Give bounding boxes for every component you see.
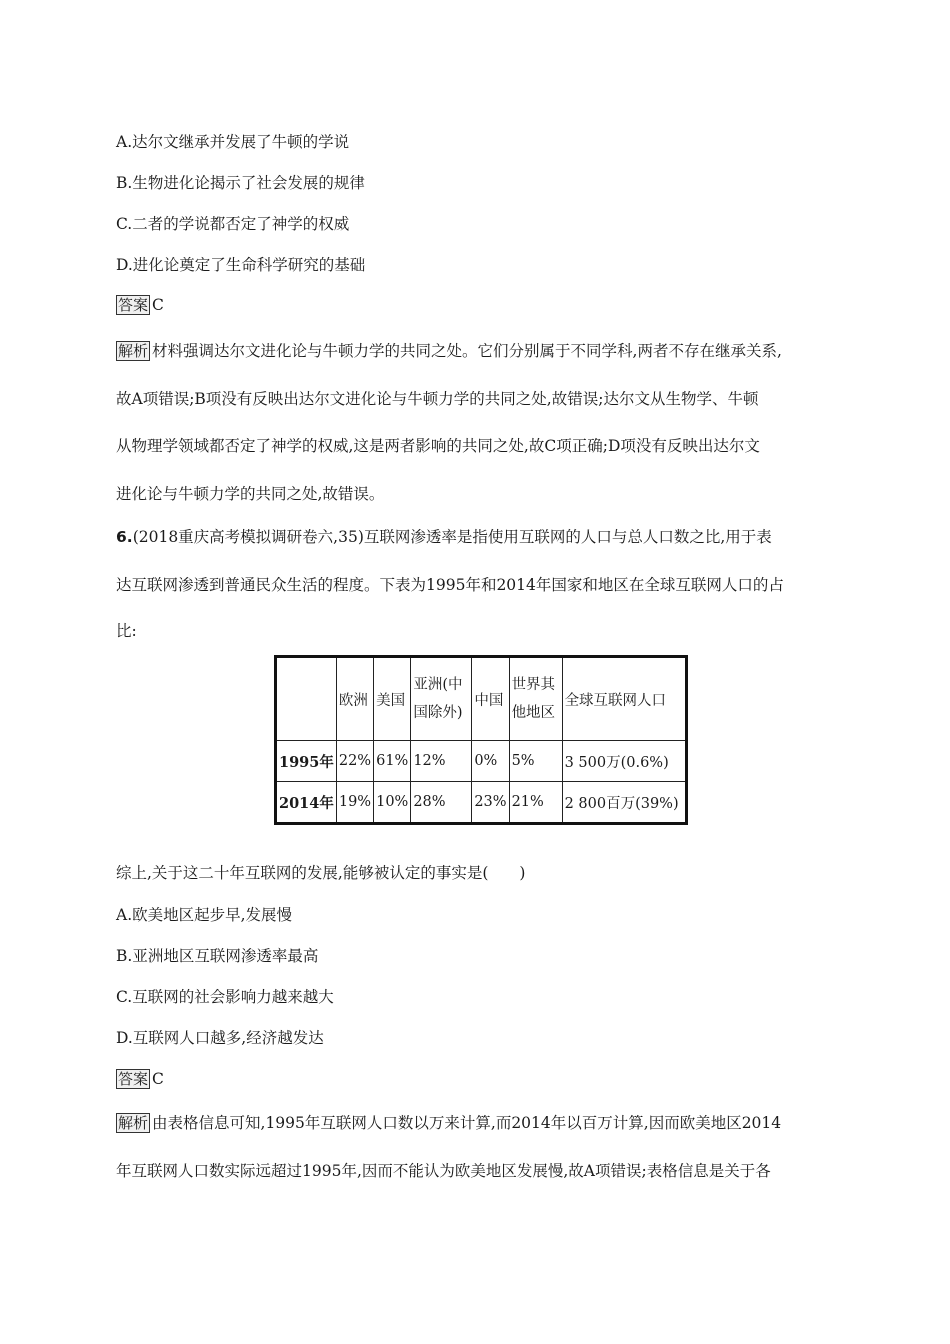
table-cell: 10%: [374, 782, 411, 824]
q5-answer-line: [116, 295, 164, 315]
table-header-cell: 亚洲(中国除外): [411, 657, 472, 741]
q5-option-b: B.生物进化论揭示了社会发展的规律: [116, 174, 365, 192]
table-cell: 22%: [336, 741, 373, 782]
table-cell: 23%: [472, 782, 509, 824]
table-header-cell: 中国: [472, 657, 509, 741]
analysis-tag: 解析: [118, 1114, 149, 1132]
table-header-cell: 世界其他地区: [509, 657, 562, 741]
table-cell: 0%: [472, 741, 509, 782]
table-cell: 1995年: [276, 741, 337, 782]
table-cell: 21%: [509, 782, 562, 824]
internet-population-table: [274, 655, 688, 825]
table-header-cell: [276, 657, 337, 741]
q6-answer: C: [152, 1070, 164, 1088]
q6-stem-line-2: 达互联网渗透到普通民众生活的程度。下表为1995年和2014年国家和地区在全球互联网人口的占: [116, 576, 784, 594]
table-header-cell: 欧洲: [336, 657, 373, 741]
q6-stem-text-1: (2018重庆高考模拟调研卷六,35)互联网渗透率是指使用互联网的人口与总人口数之比,用于表: [132, 528, 772, 546]
q5-analysis-line-2: 故A项错误;B项没有反映出达尔文进化论与牛顿力学的共同之处,故错误;达尔文从生物学、牛顿: [116, 390, 759, 408]
q5-answer: C: [152, 296, 164, 314]
q6-option-c: C.互联网的社会影响力越来越大: [116, 988, 334, 1006]
q5-option-c: C.二者的学说都否定了神学的权威: [116, 215, 350, 233]
q5-analysis-text-1: 材料强调达尔文进化论与牛顿力学的共同之处。它们分别属于不同学科,两者不存在继承关系,: [152, 342, 782, 360]
table-row: [276, 782, 687, 824]
answer-tag: 答案: [118, 296, 149, 314]
table-cell: 19%: [336, 782, 373, 824]
q6-question: 综上,关于这二十年互联网的发展,能够被认定的事实是( ): [116, 864, 526, 882]
table-cell: 3 500万(0.6%): [562, 741, 686, 782]
q6-option-a: A.欧美地区起步早,发展慢: [116, 906, 293, 924]
table-cell: 5%: [509, 741, 562, 782]
analysis-tag: 解析: [118, 342, 149, 360]
table-cell: 12%: [411, 741, 472, 782]
q6-stem-line-1: [116, 527, 772, 547]
question-number: 6.: [116, 528, 133, 546]
q6-answer-line: [116, 1069, 164, 1089]
table-header-cell: 全球互联网人口: [562, 657, 686, 741]
table-cell: 28%: [411, 782, 472, 824]
q6-analysis-text-1: 由表格信息可知,1995年互联网人口数以万来计算,而2014年以百万计算,因而欧美地区2014: [152, 1114, 782, 1132]
q6-analysis-line-1: [116, 1113, 781, 1133]
q6-option-d: D.互联网人口越多,经济越发达: [116, 1029, 324, 1047]
q5-analysis-line-3: 从物理学领域都否定了神学的权威,这是两者影响的共同之处,故C项正确;D项没有反映出达尔文: [116, 437, 760, 455]
table-cell: 2 800百万(39%): [562, 782, 686, 824]
q6-stem-line-3: 比:: [116, 622, 137, 640]
q5-option-d: D.进化论奠定了生命科学研究的基础: [116, 256, 366, 274]
q5-option-a: A.达尔文继承并发展了牛顿的学说: [116, 133, 350, 151]
table-header-cell: 美国: [374, 657, 411, 741]
q6-analysis-line-2: 年互联网人口数实际远超过1995年,因而不能认为欧美地区发展慢,故A项错误;表格信息是关于各: [116, 1162, 771, 1180]
table-cell: 61%: [374, 741, 411, 782]
q5-analysis-line-1: [116, 341, 782, 361]
table-cell: 2014年: [276, 782, 337, 824]
answer-tag: 答案: [118, 1070, 149, 1088]
q5-analysis-line-4: 进化论与牛顿力学的共同之处,故错误。: [116, 485, 385, 503]
table-row: [276, 741, 687, 782]
q6-option-b: B.亚洲地区互联网渗透率最高: [116, 947, 319, 965]
table-header-row: [276, 657, 687, 741]
